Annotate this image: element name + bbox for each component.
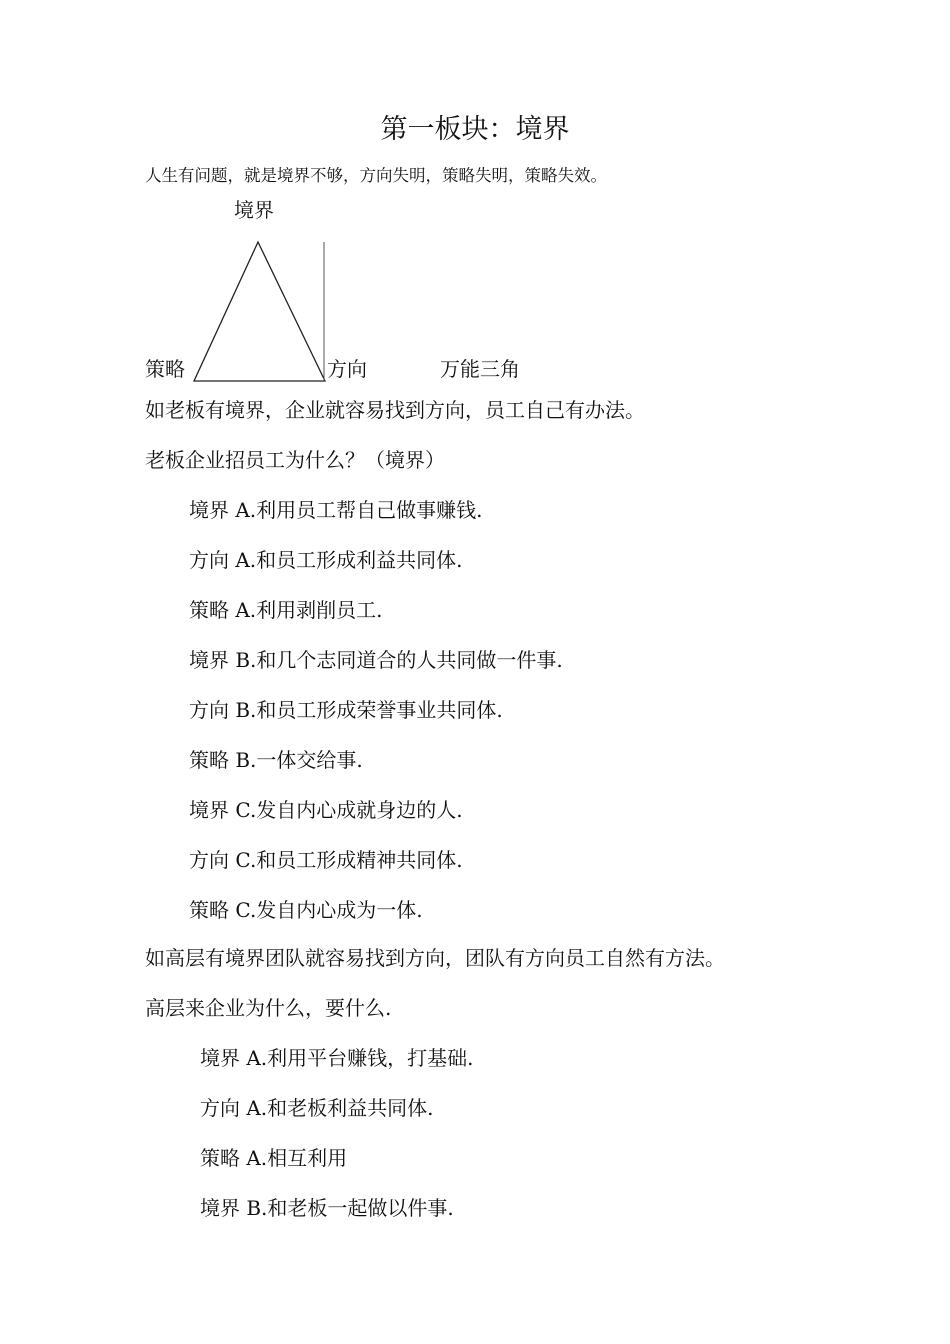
intro-text: 人生有问题，就是境界不够，方向失明，策略失明，策略失效。 bbox=[145, 166, 607, 185]
diagram-label-left: 策略 bbox=[145, 357, 185, 381]
paragraph-line: 如老板有境界，企业就容易找到方向，员工自己有办法。 bbox=[145, 398, 645, 422]
paragraph-line: 如高层有境界团队就容易找到方向，团队有方向员工自然有方法。 bbox=[145, 946, 725, 970]
paragraph-line: 老板企业招员工为什么？（境界） bbox=[145, 448, 445, 472]
paragraph-line: 策略 C.发自内心成为一体. bbox=[189, 898, 423, 922]
paragraph-line: 策略 A.相互利用 bbox=[200, 1146, 348, 1170]
paragraph-line: 方向 B.和员工形成荣誉事业共同体. bbox=[189, 698, 503, 722]
paragraph-line: 方向 C.和员工形成精神共同体. bbox=[189, 848, 463, 872]
paragraph-line: 境界 B.和几个志同道合的人共同做一件事. bbox=[189, 648, 563, 672]
paragraph-line: 境界 A.利用平台赚钱，打基础. bbox=[200, 1046, 474, 1070]
paragraph-line: 方向 A.和老板利益共同体. bbox=[200, 1096, 434, 1120]
paragraph-line: 高层来企业为什么，要什么. bbox=[145, 996, 392, 1020]
paragraph-line: 境界 A.利用员工帮自己做事赚钱. bbox=[189, 498, 483, 522]
diagram-label-right: 方向 bbox=[327, 357, 367, 381]
paragraph-line: 策略 A.利用剥削员工. bbox=[189, 598, 383, 622]
triangle-shape bbox=[194, 242, 325, 381]
diagram-caption: 万能三角 bbox=[440, 357, 520, 381]
paragraph-line: 境界 C.发自内心成就身边的人. bbox=[189, 798, 463, 822]
triangle-graphic bbox=[0, 0, 950, 400]
diagram-label-top: 境界 bbox=[234, 198, 274, 222]
paragraph-line: 境界 B.和老板一起做以件事. bbox=[200, 1196, 454, 1220]
paragraph-line: 策略 B.一体交给事. bbox=[189, 748, 363, 772]
page-title: 第一板块：境界 bbox=[380, 114, 570, 145]
paragraph-line: 方向 A.和员工形成利益共同体. bbox=[189, 548, 463, 572]
